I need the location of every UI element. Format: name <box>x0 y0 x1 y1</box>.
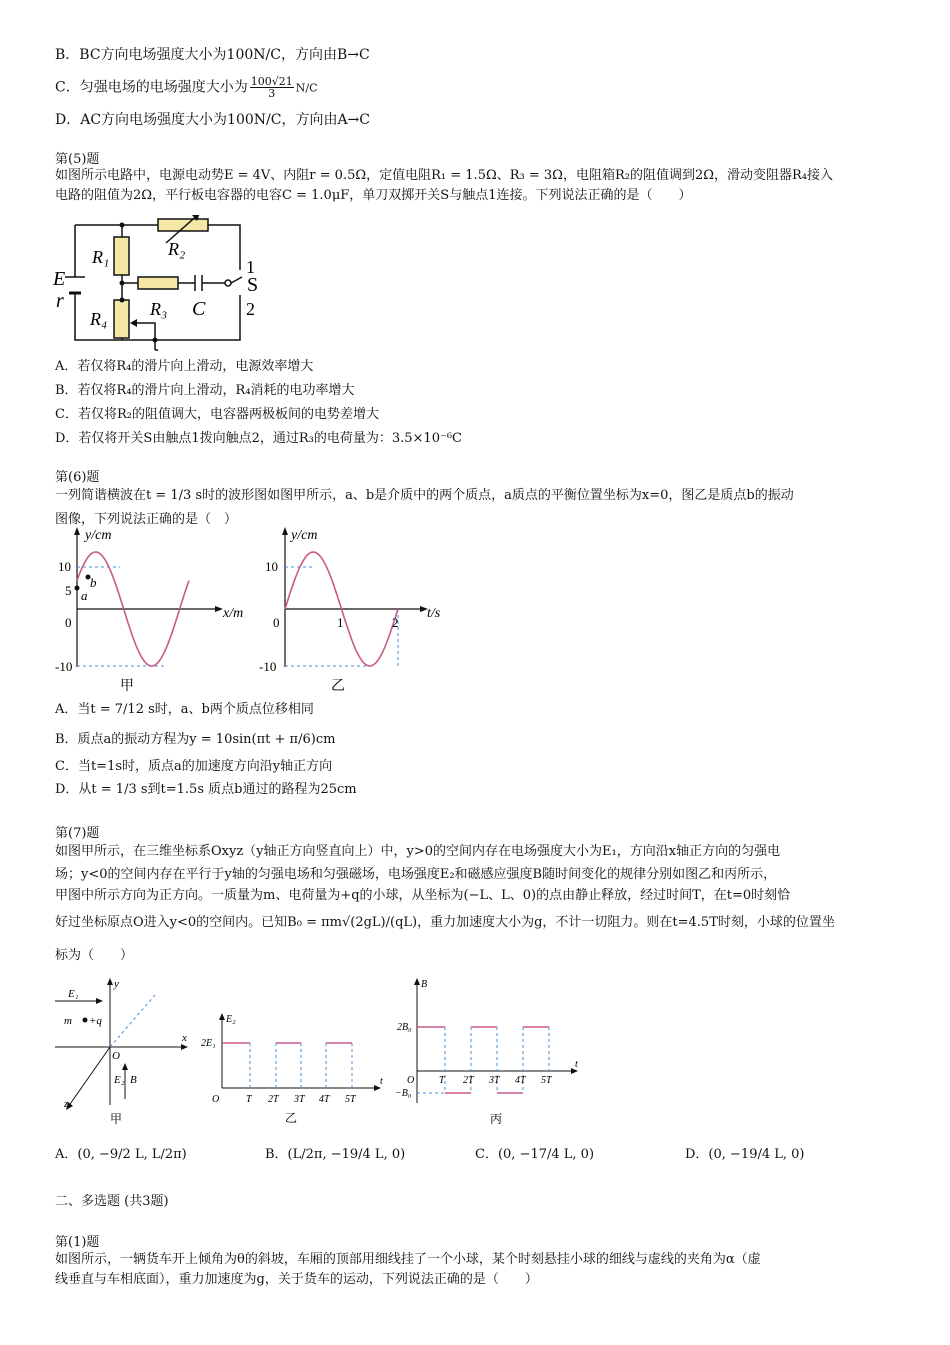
circuit-terminal-1: 1 <box>246 257 255 277</box>
q7-label: 第(7)题 <box>55 826 100 841</box>
jia-y-label: y/cm <box>85 528 112 543</box>
q7-option-d: D．(0, −19/4 L, 0) <box>685 1147 805 1162</box>
q4-option-c-fraction <box>250 76 294 99</box>
jia-caption: 甲 <box>110 1112 123 1126</box>
jia-charge-label: +q <box>89 1015 102 1027</box>
q6-vibration-graph-yi <box>255 525 455 695</box>
yi-tick-0: 0 <box>273 615 280 630</box>
q7-option-c: C．(0, −17/4 L, 0) <box>475 1147 595 1162</box>
q7-text-line5: 标为（ ） <box>55 948 134 963</box>
circuit-label-s: S <box>247 274 259 296</box>
yi-tick-5t: 5T <box>345 1094 356 1105</box>
bing-bottom-label: −B₀ <box>395 1088 412 1099</box>
q6-option-a: A．当t = 7/12 s时，a、b两个质点位移相同 <box>55 702 314 717</box>
q6-option-c: C．当t=1s时，质点a的加速度方向沿y轴正方向 <box>55 759 333 774</box>
unit: N/C <box>295 81 318 95</box>
yi-origin-label: O <box>212 1094 220 1105</box>
q5-text-line2: 电路的阻值为2Ω，平行板电容器的电容C = 1.0μF，单刀双掷开关S与触点1连接。下列说法正确的是（ ） <box>55 188 692 203</box>
q7-text-line3: 甲图中所示方向为正方向。一质量为m、电荷量为+q的小球，从坐标为(−L、L、0)的点由静止释放，经过时间T，在t=0时刻恰 <box>55 888 791 903</box>
bing-tick-3t: 3T <box>489 1075 500 1086</box>
bing-tick-t: T <box>439 1075 445 1086</box>
q6-option-b: B．质点a的振动方程为y = 10sin(πt + π/6)cm <box>55 732 336 747</box>
q6-wave-graph-jia <box>55 525 255 695</box>
q7-text-line2: 场；y<0的空间内存在平行于y轴的匀强电场和匀强磁场，电场强度E₂和磁感应强度B随时间变化的规律分别如图乙和丙所示， <box>55 867 777 882</box>
q4-option-c-text: C．匀强电场的电场强度大小为 <box>55 79 248 96</box>
q6-option-d: D．从t = 1/3 s到t=1.5s 质点b通过的路程为25cm <box>55 782 357 797</box>
q6-label: 第(6)题 <box>55 470 100 485</box>
jia-e2-label: E₂ <box>114 1074 125 1086</box>
q5-option-c: C．若仅将R₂的阻值调大，电容器两极板间的电势差增大 <box>55 407 379 422</box>
yi-tick-2: 2 <box>392 615 399 630</box>
yi-tick-t: T <box>246 1094 252 1105</box>
q6-text-line2: 图像，下列说法正确的是（ ） <box>55 512 238 527</box>
circuit-label-r4: R₄ <box>90 309 108 329</box>
jia-mass-label: m <box>64 1015 72 1027</box>
q5-circuit-diagram <box>50 215 280 355</box>
m1-label: 第(1)题 <box>55 1235 100 1250</box>
q4-option-b: B．BC方向电场强度大小为100N/C，方向由B→C <box>55 47 370 63</box>
q5-option-b: B．若仅将R₄的滑片向上滑动，R₄消耗的电功率增大 <box>55 383 355 398</box>
circuit-label-e: E <box>53 268 66 290</box>
q7-text-line4: 好过坐标原点O进入y<0的空间内。已知B₀ = πm√(2gL)/(qL)，重力加速度大小为g，不计一切阻力。则在t=4.5T时刻，小球的位置坐 <box>55 915 835 930</box>
jia-point-b: b <box>90 575 97 590</box>
bing-tick-4t: 4T <box>515 1075 526 1086</box>
bing-tick-5t: 5T <box>541 1075 552 1086</box>
bing-b-axis-label: B <box>421 979 428 990</box>
jia-z-axis-label: z <box>64 1098 69 1110</box>
q5-option-a: A．若仅将R₄的滑片向上滑动，电源效率增大 <box>55 359 314 374</box>
yi-caption: 乙 <box>285 1111 298 1125</box>
jia-tick-10: 10 <box>58 559 71 574</box>
jia-point-a: a <box>81 588 88 603</box>
jia-origin-label: O <box>112 1050 120 1062</box>
bing-tick-2t: 2T <box>463 1075 474 1086</box>
q5-label: 第(5)题 <box>55 152 100 167</box>
jia-tick-5: 5 <box>65 583 72 598</box>
jia-x-label: x/m <box>223 606 244 621</box>
q5-text-line1: 如图所示电路中，电源电动势E = 4V、内阻r = 0.5Ω，定值电阻R₁ = 1.5Ω、R₃ = 3Ω，电阻箱R₂的阻值调到2Ω，滑动变阻器R₄接入 <box>55 168 833 183</box>
yi-level-label: 2E₁ <box>201 1038 216 1049</box>
jia-tick-neg10: -10 <box>55 659 73 674</box>
circuit-label-r1: R₁ <box>92 247 110 267</box>
bing-origin-label: O <box>407 1075 415 1086</box>
jia-e1-label: E₁ <box>68 988 79 1000</box>
jia-y-axis-label: y <box>114 978 119 990</box>
yi-tick-1: 1 <box>337 615 344 630</box>
q5-option-d: D．若仅将开关S由触点1拨向触点2，通过R₃的电荷量为：3.5×10⁻⁶C <box>55 431 462 446</box>
m1-text-line1: 如图所示，一辆货车开上倾角为θ的斜坡，车厢的顶部用细线挂了一个小球，某个时刻悬挂小球的细线与虚线的夹角为α（虚 <box>55 1252 761 1267</box>
q4-option-c <box>55 76 317 99</box>
circuit-label-r: r <box>56 290 64 312</box>
m1-text-line2: 线垂直与车相底面），重力加速度为g，关于货车的运动，下列说法正确的是（ ） <box>55 1272 538 1287</box>
q7-option-a: A．(0, −9/2 L, L/2π) <box>55 1147 187 1162</box>
yi-tick-4t: 4T <box>319 1094 330 1105</box>
yi-tick-2t: 2T <box>268 1094 279 1105</box>
q4-option-d: D．AC方向电场强度大小为100N/C，方向由A→C <box>55 112 370 128</box>
bing-t-axis-label: t <box>575 1059 578 1070</box>
bing-caption: 丙 <box>490 1112 503 1126</box>
yi-tick-10: 10 <box>265 559 278 574</box>
circuit-terminal-2: 2 <box>246 299 255 319</box>
q7-text-line1: 如图甲所示，在三维坐标系Oxyz（y轴正方向竖直向上）中，y>0的空间内存在电场强度大小为E₁，方向沿x轴正方向的匀强电 <box>55 844 781 859</box>
q6-text-line1: 一列简谐横波在t = 1/3 s时的波形图如图甲所示，a、b是介质中的两个质点，a质点的平衡位置坐标为x=0，图乙是质点b的振动 <box>55 488 794 503</box>
q7-option-b: B．(L/2π, −19/4 L, 0) <box>265 1147 406 1162</box>
fraction-denominator: 3 <box>268 87 276 100</box>
yi-tick-3t: 3T <box>294 1094 305 1105</box>
yi-x-label: t/s <box>427 606 441 621</box>
circuit-label-r3: R₃ <box>150 299 168 319</box>
jia-tick-0: 0 <box>65 615 72 630</box>
yi-e2-axis-label: E₂ <box>226 1014 236 1025</box>
jia-x-axis-label: x <box>182 1032 187 1044</box>
yi-tick-neg10: -10 <box>259 659 277 674</box>
q7-coordinate-figure-jia <box>50 975 200 1127</box>
circuit-label-r2: R₂ <box>168 239 186 259</box>
yi-caption: 乙 <box>331 679 345 694</box>
q7-e2-graph-yi <box>200 1010 395 1125</box>
bing-top-label: 2B₀ <box>397 1022 412 1033</box>
circuit-label-c: C <box>192 298 206 320</box>
fraction-numerator: 100√21 <box>250 75 293 88</box>
jia-caption: 甲 <box>120 679 134 694</box>
yi-t-axis-label: t <box>380 1076 383 1087</box>
yi-y-label: y/cm <box>291 528 318 543</box>
section-heading-multiple-choice: 二、多选题 (共3题) <box>55 1194 169 1209</box>
q7-b-graph-bing <box>395 975 590 1127</box>
jia-b-label: B <box>130 1074 137 1086</box>
